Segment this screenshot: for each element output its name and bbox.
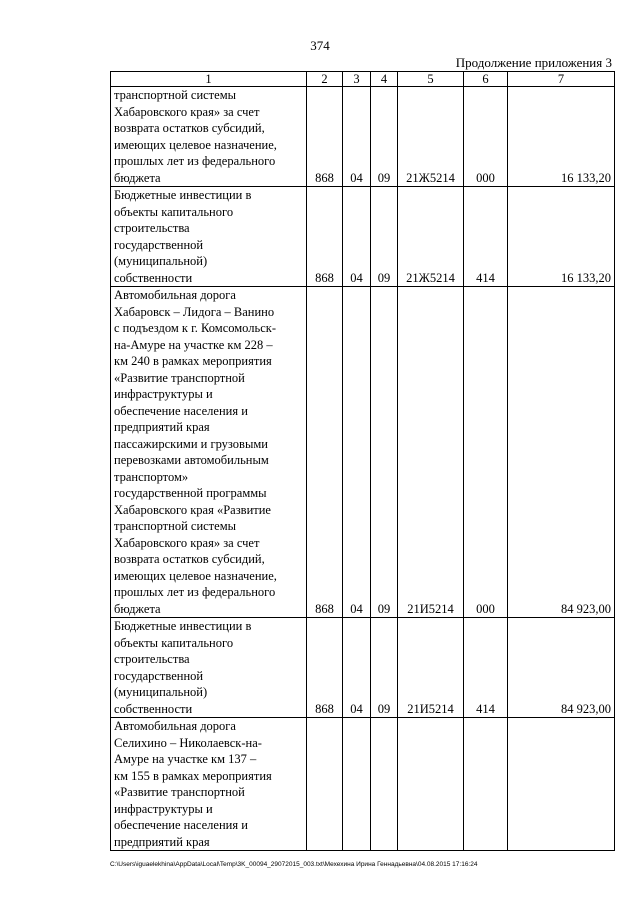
header-cell: 4	[371, 72, 398, 87]
subsection-code: 09	[371, 618, 398, 718]
budget-table	[110, 71, 615, 851]
expense-type-code: 000	[464, 287, 508, 618]
target-article-code: 21И5214	[398, 287, 464, 618]
description-line: строительства	[114, 221, 190, 235]
row-description	[111, 187, 307, 287]
admin-code: 868	[307, 187, 343, 287]
description-line: возврата остатков субсидий,	[114, 552, 265, 566]
section-code: 04	[343, 287, 371, 618]
description-line: объекты капитального	[114, 204, 234, 219]
description-line: Амуре на участке км 137 –	[114, 752, 257, 766]
description-line: возврата остатков субсидий,	[114, 121, 265, 135]
subsection-code	[371, 718, 398, 851]
continuation-label: Продолжение приложения 3	[455, 55, 612, 70]
description-line: перевозками автомобильным	[114, 453, 269, 467]
row-description	[111, 718, 307, 851]
header-cell: 1	[111, 72, 307, 87]
description-line: пассажирскими и грузовыми	[114, 436, 268, 451]
description-line: «Развитие транспортной	[114, 785, 245, 799]
row-description	[111, 618, 307, 718]
description-line: (муниципальной)	[114, 254, 208, 268]
description-line: Бюджетные инвестиции в	[114, 619, 252, 633]
table-row	[111, 287, 615, 618]
description-line: транспортной системы	[114, 519, 236, 533]
description-line: Хабаровского края» за счет	[114, 535, 260, 550]
description-line: прошлых лет из федерального	[114, 154, 276, 168]
description-line: «Развитие транспортной	[114, 370, 245, 385]
description-line: инфраструктуры и	[114, 387, 213, 401]
file-path-footer: C:\Users\iguaelekhina\AppData\Local\Temp\3K_00094_29072015_003.txt\Мехехина Ирина Геннадьевна\04.08.2015 17:16:24	[110, 861, 478, 868]
description-line: имеющих целевое назначение,	[114, 568, 277, 583]
admin-code: 868	[307, 287, 343, 618]
page-number: 374	[310, 38, 330, 53]
amount: 84 923,00	[508, 287, 615, 618]
amount: 84 923,00	[508, 618, 615, 718]
description-line: собственности	[114, 270, 193, 285]
description-line: бюджета	[114, 601, 161, 616]
section-code: 04	[343, 87, 371, 187]
expense-type-code: 414	[464, 618, 508, 718]
table-body	[111, 72, 615, 851]
header-cell: 6	[464, 72, 508, 87]
row-description	[111, 87, 307, 187]
target-article-code	[398, 718, 464, 851]
subsection-code: 09	[371, 87, 398, 187]
row-description	[111, 287, 307, 618]
header-cell: 7	[508, 72, 615, 87]
description-line: собственности	[114, 701, 193, 716]
description-line: предприятий края	[114, 834, 210, 849]
description-line: транспортной системы	[114, 88, 236, 102]
table-row	[111, 187, 615, 287]
description-line: Бюджетные инвестиции в	[114, 188, 252, 202]
description-line: прошлых лет из федерального	[114, 585, 276, 599]
header-cell: 5	[398, 72, 464, 87]
target-article-code: 21И5214	[398, 618, 464, 718]
description-line: транспортом»	[114, 469, 189, 484]
table-row	[111, 87, 615, 187]
section-code: 04	[343, 187, 371, 287]
description-line: (муниципальной)	[114, 685, 208, 699]
amount: 16 133,20	[508, 187, 615, 287]
target-article-code: 21Ж5214	[398, 187, 464, 287]
description-line: на-Амуре на участке км 228 –	[114, 337, 273, 352]
table-row	[111, 618, 615, 718]
description-line: объекты капитального	[114, 635, 234, 650]
description-line: государственной	[114, 668, 204, 683]
header-cell: 3	[343, 72, 371, 87]
table-row	[111, 718, 615, 851]
section-code	[343, 718, 371, 851]
target-article-code: 21Ж5214	[398, 87, 464, 187]
admin-code: 868	[307, 87, 343, 187]
description-line: строительства	[114, 652, 190, 666]
description-line: Автомобильная дорога	[114, 719, 236, 733]
description-line: государственной	[114, 237, 204, 252]
expense-type-code: 414	[464, 187, 508, 287]
subsection-code: 09	[371, 287, 398, 618]
description-line: инфраструктуры и	[114, 801, 213, 816]
description-line: бюджета	[114, 170, 161, 185]
expense-type-code	[464, 718, 508, 851]
description-line: Хабаровского края» за счет	[114, 104, 260, 119]
description-line: с подъездом к г. Комсомольск-	[114, 321, 276, 335]
description-line: Хабаровск – Лидога – Ванино	[114, 304, 275, 319]
description-line: обеспечение населения и	[114, 403, 248, 418]
description-line: предприятий края	[114, 420, 210, 434]
description-line: государственной программы	[114, 486, 267, 500]
description-line: Селихино – Николаевск-на-	[114, 735, 262, 750]
description-line: имеющих целевое назначение,	[114, 137, 277, 152]
description-line: Хабаровского края «Развитие	[114, 502, 271, 517]
expense-type-code: 000	[464, 87, 508, 187]
description-line: км 155 в рамках мероприятия	[114, 768, 272, 783]
section-code: 04	[343, 618, 371, 718]
description-line: Автомобильная дорога	[114, 288, 236, 302]
header-row	[111, 72, 615, 87]
admin-code: 868	[307, 618, 343, 718]
header-cell: 2	[307, 72, 343, 87]
amount	[508, 718, 615, 851]
subsection-code: 09	[371, 187, 398, 287]
amount: 16 133,20	[508, 87, 615, 187]
description-line: обеспечение населения и	[114, 818, 248, 832]
description-line: км 240 в рамках мероприятия	[114, 354, 272, 368]
admin-code	[307, 718, 343, 851]
